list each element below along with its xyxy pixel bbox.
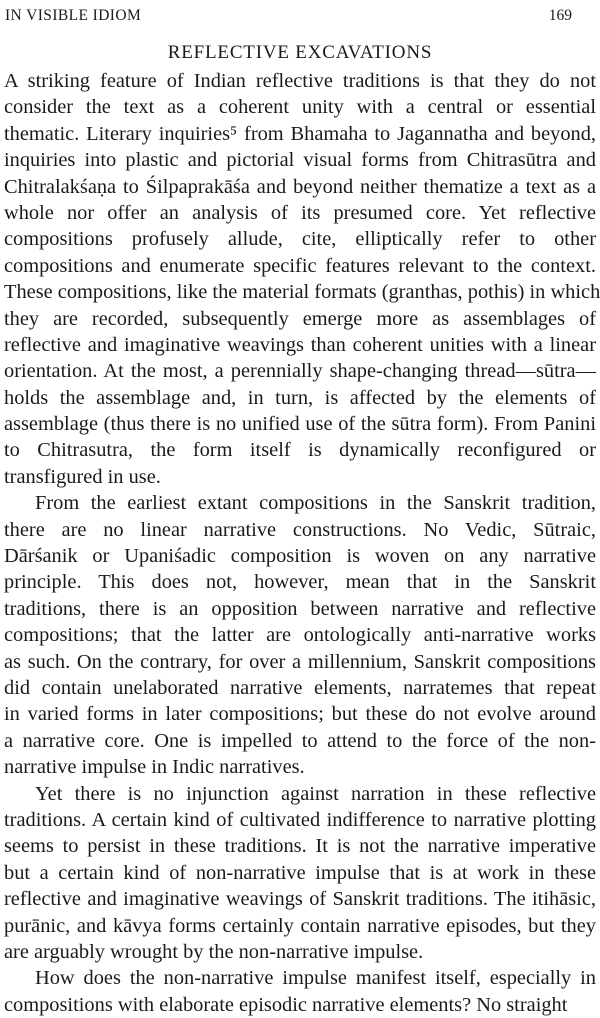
text-line: whole nor offer an analysis of its presumed core. Yet reflective — [4, 201, 596, 224]
text-line: are arguably wrought by the non-narrative impulse. — [4, 940, 424, 963]
paragraph — [4, 781, 596, 966]
text-line: reflective and imaginative weavings of Sanskrit traditions. The itihāsic, — [4, 888, 596, 911]
text-line: inquiries into plastic and pictorial visual forms from Chitrasūtra and — [4, 149, 596, 172]
text-line: thematic. Literary inquiries⁵ from Bhamaha to Jagannatha and beyond, — [4, 122, 596, 145]
text-line: assemblage (thus there is no unified use of the sūtra form). From Panini — [4, 413, 596, 436]
text-line: Chitralakśaṇa to Śilpaprakāśa and beyond neither thematize a text as a — [4, 175, 596, 198]
text-line: did contain unelaborated narrative elements, narratemes that repeat — [4, 676, 596, 699]
text-line: as such. On the contrary, for over a millennium, Sanskrit compositions — [4, 650, 596, 673]
text-line: they are recorded, subsequently emerge more as assemblages of — [4, 307, 596, 330]
text-line: reflective and imaginative weavings than coherent unities with a linear — [4, 333, 596, 356]
text-line: compositions and enumerate specific features relevant to the context. — [4, 254, 596, 277]
paragraph — [4, 68, 600, 490]
text-line: These compositions, like the material formats (granthas, pothis) in which — [4, 281, 600, 304]
text-line: traditions. A certain kind of cultivated indifference to narrative plotting — [4, 808, 596, 831]
text-line: compositions profusely allude, cite, elliptically refer to other — [4, 228, 596, 251]
text-line: purānic, and kāvya forms certainly contain narrative episodes, but they — [4, 914, 596, 937]
text-line: principle. This does not, however, mean that in the Sanskrit — [4, 571, 596, 594]
text-line: compositions with elaborate episodic narrative elements? No straight — [4, 993, 568, 1016]
text-line: compositions; that the latter are ontologically anti-narrative works — [4, 624, 596, 647]
text-line: consider the text as a coherent unity with a central or essential — [4, 96, 596, 119]
text-line: From the earliest extant compositions in the Sanskrit tradition, — [35, 492, 596, 515]
text-line: a narrative core. One is impelled to attend to the force of the non- — [4, 729, 596, 752]
page-number: 169 — [548, 7, 572, 24]
paragraph — [4, 490, 596, 780]
text-line: A striking feature of Indian reflective traditions is that they do not — [4, 70, 596, 92]
text-line: but a certain kind of non-narrative impulse that is at work in these — [4, 861, 596, 884]
text-line: holds the assemblage and, in turn, is affected by the elements of — [4, 386, 596, 409]
running-head — [5, 5, 572, 27]
text-line: transfigured in use. — [4, 465, 161, 488]
paragraph — [4, 965, 596, 1018]
text-line: How does the non-narrative impulse manifest itself, especially in — [35, 967, 596, 990]
text-line: orientation. At the most, a perennially shape-changing thread—sūtra— — [4, 360, 596, 383]
text-line: Dārśanik or Upaniśadic composition is woven on any narrative — [4, 545, 596, 568]
text-line: traditions, there is an opposition between narrative and reflective — [4, 597, 596, 620]
section-title: REFLECTIVE EXCAVATIONS — [167, 42, 433, 63]
text-line: there are no linear narrative constructions. No Vedic, Sūtraic, — [4, 518, 596, 541]
body-text — [4, 68, 600, 1018]
text-line: narrative impulse in Indic narratives. — [4, 756, 305, 779]
text-line: to Chitrasutra, the form itself is dynamically reconfigured or — [4, 439, 596, 462]
text-line: seems to persist in these traditions. It is not the narrative imperative — [4, 835, 596, 858]
text-line: Yet there is no injunction against narration in these reflective — [35, 782, 596, 805]
text-line: in varied forms in later compositions; but these do not evolve around — [4, 703, 596, 726]
running-title: IN VISIBLE IDIOM — [5, 7, 142, 24]
